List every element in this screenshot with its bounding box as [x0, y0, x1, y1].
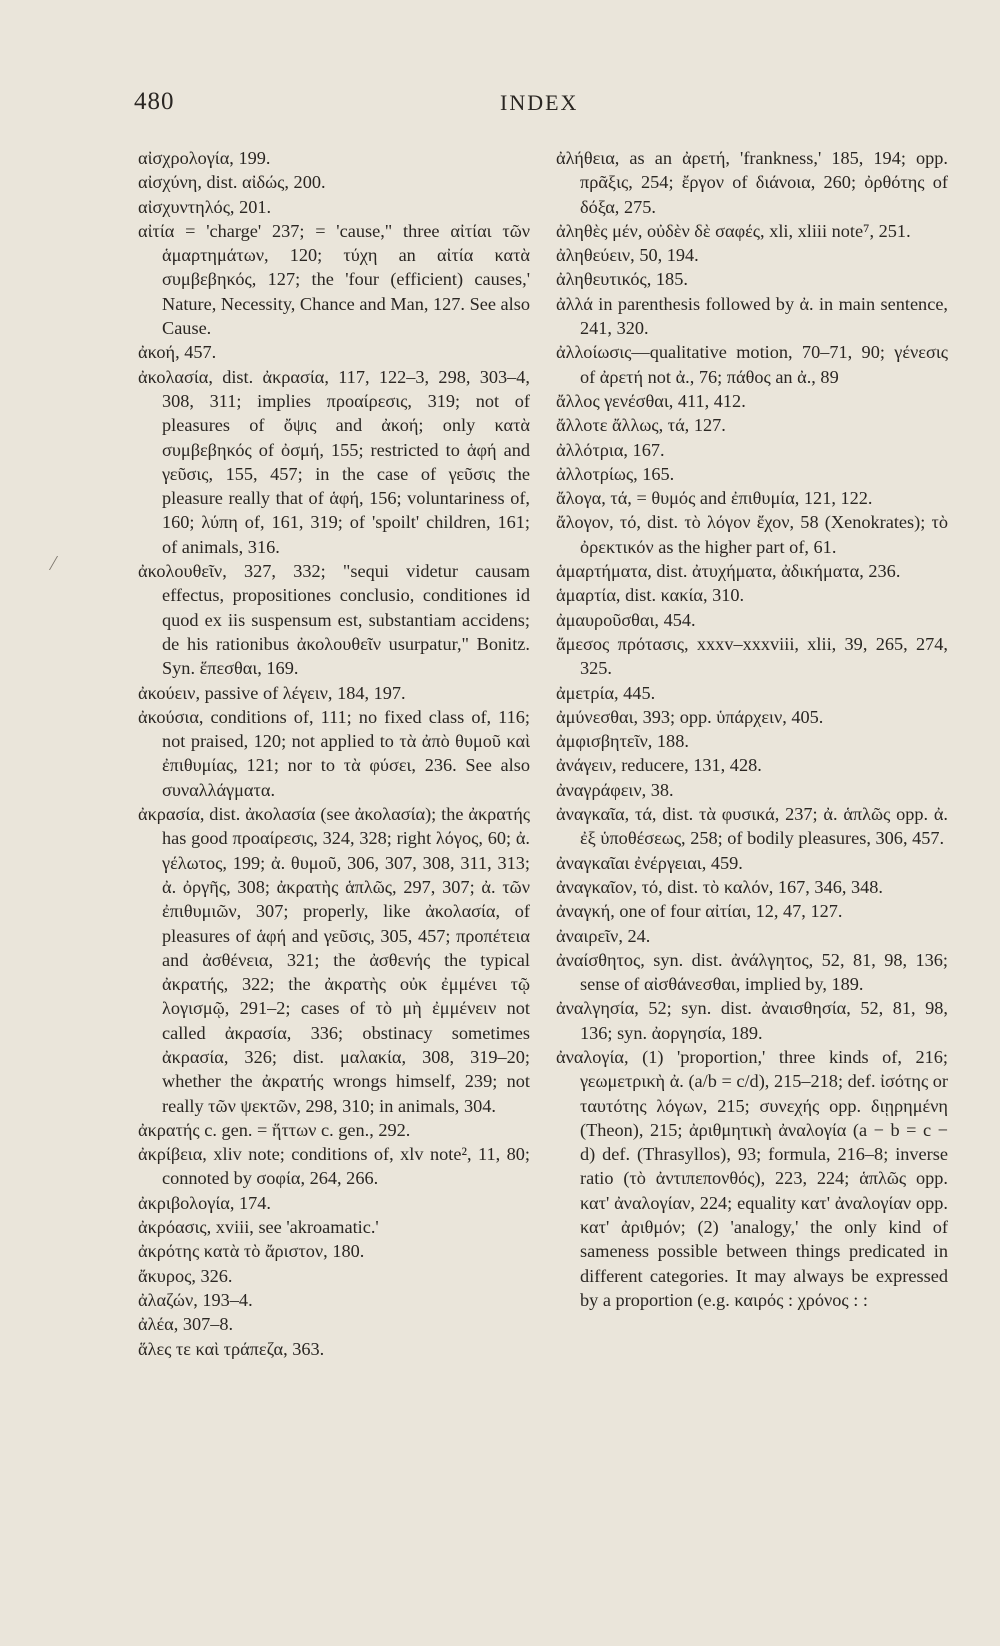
index-entry: ἀκρότης κατὰ τὸ ἄριστον, 180.	[138, 1241, 365, 1262]
index-entry: ἀλλότρια, 167.	[556, 439, 665, 460]
index-entry: ἀλλοίωσις—qualitative motion, 70–71, 90; γένεσις of ἀρετή not ἀ., 76; πάθος an ἀ., 89	[556, 342, 948, 387]
pencil-mark	[49, 556, 66, 570]
index-entry: ἀναγκαῖαι ἐνέργειαι, 459.	[556, 852, 743, 873]
index-entry: ἀληθὲς μέν, οὐδὲν δὲ σαφές, xli, xliii note⁷, 251.	[556, 220, 911, 241]
index-entry: ἄλογα, τά, = θυμός and ἐπιθυμία, 121, 122.	[556, 488, 873, 509]
index-entry: ἀκρασία, dist. ἀκολασία (see ἀκολασία); the ἀκρατής has good προαίρεσις, 324, 328; right λόγος, 60; ἀ. γέλωτος, 199; ἀ. θυμοῦ, 306, 307, 308, 311, 313; ἀ. ὀργῆς, 308; ἀκρατὴς ἁπλῶς, 297, 307; ἀ. τῶν ἐπιθυμιῶν, 307; properly, like ἀκολασία, of pleasures of ἁφή and γεῦσις, 305, 457; προπέτεια and ἀσθένεια, 321; the ἀσθενής the typical ἀκρατής, 322; the ἀκρατὴς οὐκ ἐμμένει τῷ λογισμῷ, 291–2; cases of τὸ μὴ ἐμμένειν not called ἀκρασία, 336; obstinacy sometimes ἀκρασία, 326; dist. μαλακία, 308, 319–20; whether the ἀκρατής wrongs himself, 239; not really τῶν ψεκτῶν, 298, 310; in animals, 304.	[138, 804, 530, 1116]
index-entry: ἀμετρία, 445.	[556, 682, 656, 703]
index-entry: ἀναγκαῖον, τό, dist. τὸ καλόν, 167, 346, 348.	[556, 876, 883, 897]
index-entry: ἀλέα, 307–8.	[138, 1314, 234, 1335]
index-entry: ἀναγκή, one of four αἰτίαι, 12, 47, 127.	[556, 901, 843, 922]
index-entry: ἀναγκαῖα, τά, dist. τὰ φυσικά, 237; ἀ. ἁπλῶς opp. ἀ. ἐξ ὑποθέσεως, 258; of bodily pleasures, 306, 457.	[556, 804, 948, 849]
index-entry: ἀκούσια, conditions of, 111; no fixed class of, 116; not praised, 120; not applied to τὰ ἀπὸ θυμοῦ καὶ ἐπιθυμίας, 121; nor to τὰ φύσει, 236. See also συναλλάγματα.	[138, 706, 530, 800]
index-entry: ἀκολασία, dist. ἀκρασία, 117, 122–3, 298, 303–4, 308, 311; implies προαίρεσις, 319; not of pleasures of ὄψις and ἀκοή; only κατὰ συμβεβηκός of ὀσμή, 155; restricted to ἁφή and γεῦσις, 155, 457; in the case of γεῦσις the pleasure really that of ἁφή, 156; voluntariness of, 160; λύπη of, 161, 319; of 'spoilt' children, 161; of animals, 316.	[138, 366, 530, 557]
index-entry: ἀκριβολογία, 174.	[138, 1192, 271, 1213]
index-entry: ἀναλγησία, 52; syn. dist. ἀναισθησία, 52, 81, 98, 136; syn. ἀοργησία, 189.	[556, 998, 948, 1043]
index-entry: ἀκούειν, passive of λέγειν, 184, 197.	[138, 682, 406, 703]
index-entry: ἁμαρτήματα, dist. ἀτυχήματα, ἀδικήματα, 236.	[556, 561, 901, 582]
index-entry: ἄμεσος πρότασις, xxxv–xxxviii, xlii, 39, 265, 274, 325.	[556, 633, 948, 679]
index-entry: αἰσχυντηλός, 201.	[138, 196, 272, 217]
index-entry: ἄλογον, τό, dist. τὸ λόγον ἔχον, 58 (Xenokrates); τὸ ὀρεκτικόν as the higher part of, 61.	[556, 512, 948, 557]
index-entry: ἄκυρος, 326.	[138, 1265, 233, 1286]
index-entry: ἀλαζών, 193–4.	[138, 1289, 253, 1310]
index-entry: ἀμφισβητεῖν, 188.	[556, 731, 689, 752]
index-entry: ἀκολουθεῖν, 327, 332; "sequi videtur causam effectus, propositiones conclusio, conditiones id quod ex iis suspensum est, substantiam accidens; de his rationibus ἀκολουθεῖν usurpatur," Bonitz. Syn. ἕπεσθαι, 169.	[138, 561, 530, 679]
index-entry: ἅλες τε καὶ τράπεζα, 363.	[138, 1338, 325, 1359]
index-entry: ἀκρατής c. gen. = ἥττων c. gen., 292.	[138, 1119, 411, 1140]
index-entry: ἀμαυροῦσθαι, 454.	[556, 609, 696, 630]
index-entry: ἀκρόασις, xviii, see 'akroamatic.'	[138, 1217, 379, 1238]
index-entry: ἁμαρτία, dist. κακία, 310.	[556, 585, 745, 606]
page-number: 480	[134, 88, 175, 115]
index-entry: ἀναιρεῖν, 24.	[556, 925, 651, 946]
index-entry: ἀλλοτρίως, 165.	[556, 463, 675, 484]
index-entry: ἀνάγειν, reducere, 131, 428.	[556, 755, 762, 776]
index-entry: ἄλλοτε ἄλλως, τά, 127.	[556, 415, 726, 436]
index-entry: ἀληθευτικός, 185.	[556, 269, 688, 290]
index-entry: ἀλλά in parenthesis followed by ἀ. in main sentence, 241, 320.	[556, 293, 948, 339]
index-entry: ἀκρίβεια, xliv note; conditions of, xlv note², 11, 80; connoted by σοφία, 264, 266.	[138, 1144, 530, 1189]
index-entry: ἀλήθεια, as an ἀρετή, 'frankness,' 185, 194; opp. πρᾶξις, 254; ἔργον of διάνοια, 260; ὀρθότης of δόξα, 275.	[556, 148, 948, 217]
index-column-left	[138, 146, 530, 1361]
index-entry: ἀληθεύειν, 50, 194.	[556, 245, 699, 266]
index-entry: ἀμύνεσθαι, 393; opp. ὑπάρχειν, 405.	[556, 706, 824, 727]
running-head: INDEX	[500, 90, 579, 115]
index-entry: ἀναγράφειν, 38.	[556, 779, 674, 800]
index-entry: ἀναλογία, (1) 'proportion,' three kinds of, 216; γεωμετρικὴ ἀ. (a/b = c/d), 215–218; def. ἰσότης or ταυτότης λόγων, 215; συνεχής opp. διῃρημένη (Theon), 215; ἀριθμητικὴ ἀναλογία (a − b = c − d) def. (Thrasyllos), 93; formula, 216–8; inverse ratio (τὸ ἀντιπεπονθός), 223, 224; ἁπλῶς opp. κατ' ἀναλογίαν, 224; equality κατ' ἀναλογίαν opp. κατ' ἀριθμόν; (2) 'analogy,' the only kind of sameness possible between things predicated in different categories. It may always be expressed by a proportion (e.g. καιρός : χρόνος : :	[556, 1046, 948, 1310]
index-entry: αἰσχύνη, dist. αἰδώς, 200.	[138, 172, 326, 193]
index-entry: ἀναίσθητος, syn. dist. ἀνάλγητος, 52, 81, 98, 136; sense of αἰσθάνεσθαι, implied by, 189.	[556, 949, 948, 995]
index-column-right	[556, 146, 948, 1312]
index-entry: ἀκοή, 457.	[138, 342, 217, 363]
index-entry: ἄλλος γενέσθαι, 411, 412.	[556, 390, 746, 411]
index-entry: αἰτία = 'charge' 237; = 'cause," three αἰτίαι τῶν ἁμαρτημάτων, 120; τύχη an αἰτία κατὰ συμβεβηκός, 127; the 'four (efficient) causes,' Nature, Necessity, Chance and Man, 127. See also Cause.	[138, 220, 530, 339]
index-entry: αἰσχρολογία, 199.	[138, 148, 271, 168]
